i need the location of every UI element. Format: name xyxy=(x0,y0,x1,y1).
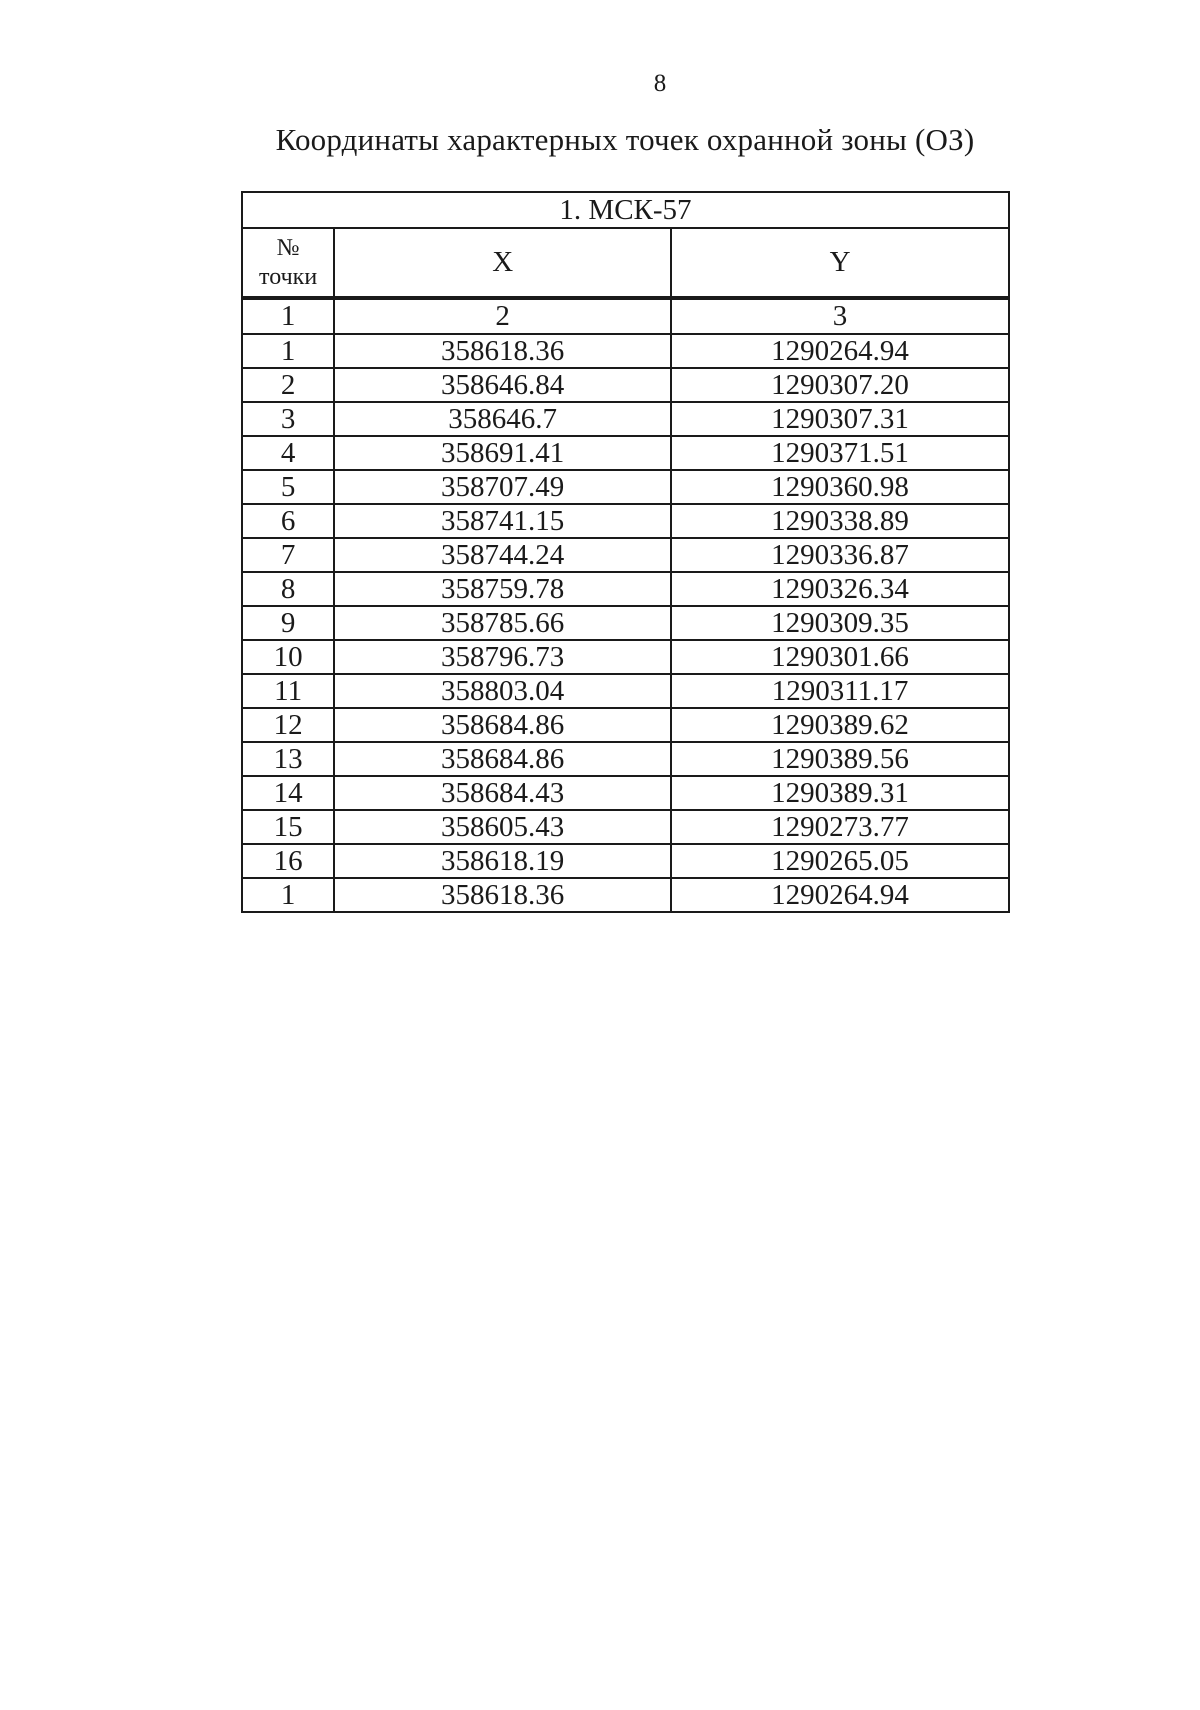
point-number-cell: 14 xyxy=(242,776,334,810)
x-coordinate-cell: 358618.36 xyxy=(334,878,671,912)
table-row xyxy=(242,708,1009,742)
y-coordinate-cell: 1290265.05 xyxy=(671,844,1009,878)
y-coordinate-cell: 1290389.31 xyxy=(671,776,1009,810)
column-index-cell: 3 xyxy=(671,298,1009,334)
point-number-cell: 10 xyxy=(242,640,334,674)
point-number-cell: 11 xyxy=(242,674,334,708)
y-coordinate-cell: 1290301.66 xyxy=(671,640,1009,674)
point-number-cell: 1 xyxy=(242,878,334,912)
x-coordinate-cell: 358707.49 xyxy=(334,470,671,504)
x-coordinate-cell: 358618.36 xyxy=(334,334,671,368)
table-row xyxy=(242,334,1009,368)
table-row xyxy=(242,844,1009,878)
table-row xyxy=(242,504,1009,538)
point-number-cell: 8 xyxy=(242,572,334,606)
point-number-cell: 12 xyxy=(242,708,334,742)
y-header: Y xyxy=(671,228,1009,298)
column-index-cell: 2 xyxy=(334,298,671,334)
table-row xyxy=(242,436,1009,470)
x-coordinate-cell: 358741.15 xyxy=(334,504,671,538)
x-coordinate-cell: 358785.66 xyxy=(334,606,671,640)
y-coordinate-cell: 1290264.94 xyxy=(671,878,1009,912)
y-coordinate-cell: 1290336.87 xyxy=(671,538,1009,572)
point-number-cell: 3 xyxy=(242,402,334,436)
x-coordinate-cell: 358744.24 xyxy=(334,538,671,572)
x-coordinate-cell: 358646.84 xyxy=(334,368,671,402)
table-row xyxy=(242,640,1009,674)
coordinates-table xyxy=(241,191,1010,913)
point-number-header xyxy=(242,228,334,298)
table-row xyxy=(242,674,1009,708)
table-row xyxy=(242,742,1009,776)
y-coordinate-cell: 1290264.94 xyxy=(671,334,1009,368)
x-coordinate-cell: 358684.86 xyxy=(334,742,671,776)
page-number: 8 xyxy=(653,70,667,97)
x-coordinate-cell: 358803.04 xyxy=(334,674,671,708)
point-number-cell: 4 xyxy=(242,436,334,470)
column-index-row xyxy=(242,298,1009,334)
y-coordinate-cell: 1290389.62 xyxy=(671,708,1009,742)
y-coordinate-cell: 1290338.89 xyxy=(671,504,1009,538)
coordinate-system-row xyxy=(242,192,1009,228)
point-number-word: точки xyxy=(259,263,318,290)
y-coordinate-cell: 1290389.56 xyxy=(671,742,1009,776)
x-coordinate-cell: 358618.19 xyxy=(334,844,671,878)
table-row xyxy=(242,810,1009,844)
point-number-cell: 13 xyxy=(242,742,334,776)
table-row xyxy=(242,538,1009,572)
x-coordinate-cell: 358646.7 xyxy=(334,402,671,436)
table-row xyxy=(242,572,1009,606)
y-coordinate-cell: 1290309.35 xyxy=(671,606,1009,640)
table-row xyxy=(242,470,1009,504)
x-coordinate-cell: 358759.78 xyxy=(334,572,671,606)
x-coordinate-cell: 358684.43 xyxy=(334,776,671,810)
table-row xyxy=(242,606,1009,640)
x-coordinate-cell: 358691.41 xyxy=(334,436,671,470)
point-number-cell: 1 xyxy=(242,334,334,368)
header-row xyxy=(242,228,1009,298)
table-row xyxy=(242,368,1009,402)
point-number-cell: 16 xyxy=(242,844,334,878)
y-coordinate-cell: 1290360.98 xyxy=(671,470,1009,504)
point-number-sign: № xyxy=(276,234,300,261)
point-number-cell: 9 xyxy=(242,606,334,640)
y-coordinate-cell: 1290326.34 xyxy=(671,572,1009,606)
point-number-cell: 6 xyxy=(242,504,334,538)
y-coordinate-cell: 1290307.20 xyxy=(671,368,1009,402)
x-coordinate-cell: 358796.73 xyxy=(334,640,671,674)
point-number-cell: 2 xyxy=(242,368,334,402)
document-title: Координаты характерных точек охранной зоны (ОЗ) xyxy=(275,122,975,157)
coordinate-system-label: 1. МСК-57 xyxy=(242,192,1009,228)
coordinates-table-body xyxy=(242,192,1009,912)
point-number-cell: 5 xyxy=(242,470,334,504)
x-coordinate-cell: 358605.43 xyxy=(334,810,671,844)
y-coordinate-cell: 1290371.51 xyxy=(671,436,1009,470)
point-number-cell: 15 xyxy=(242,810,334,844)
table-row xyxy=(242,402,1009,436)
point-number-cell: 7 xyxy=(242,538,334,572)
x-header: X xyxy=(334,228,671,298)
y-coordinate-cell: 1290307.31 xyxy=(671,402,1009,436)
table-row xyxy=(242,776,1009,810)
y-coordinate-cell: 1290311.17 xyxy=(671,674,1009,708)
table-row xyxy=(242,878,1009,912)
column-index-cell: 1 xyxy=(242,298,334,334)
x-coordinate-cell: 358684.86 xyxy=(334,708,671,742)
y-coordinate-cell: 1290273.77 xyxy=(671,810,1009,844)
